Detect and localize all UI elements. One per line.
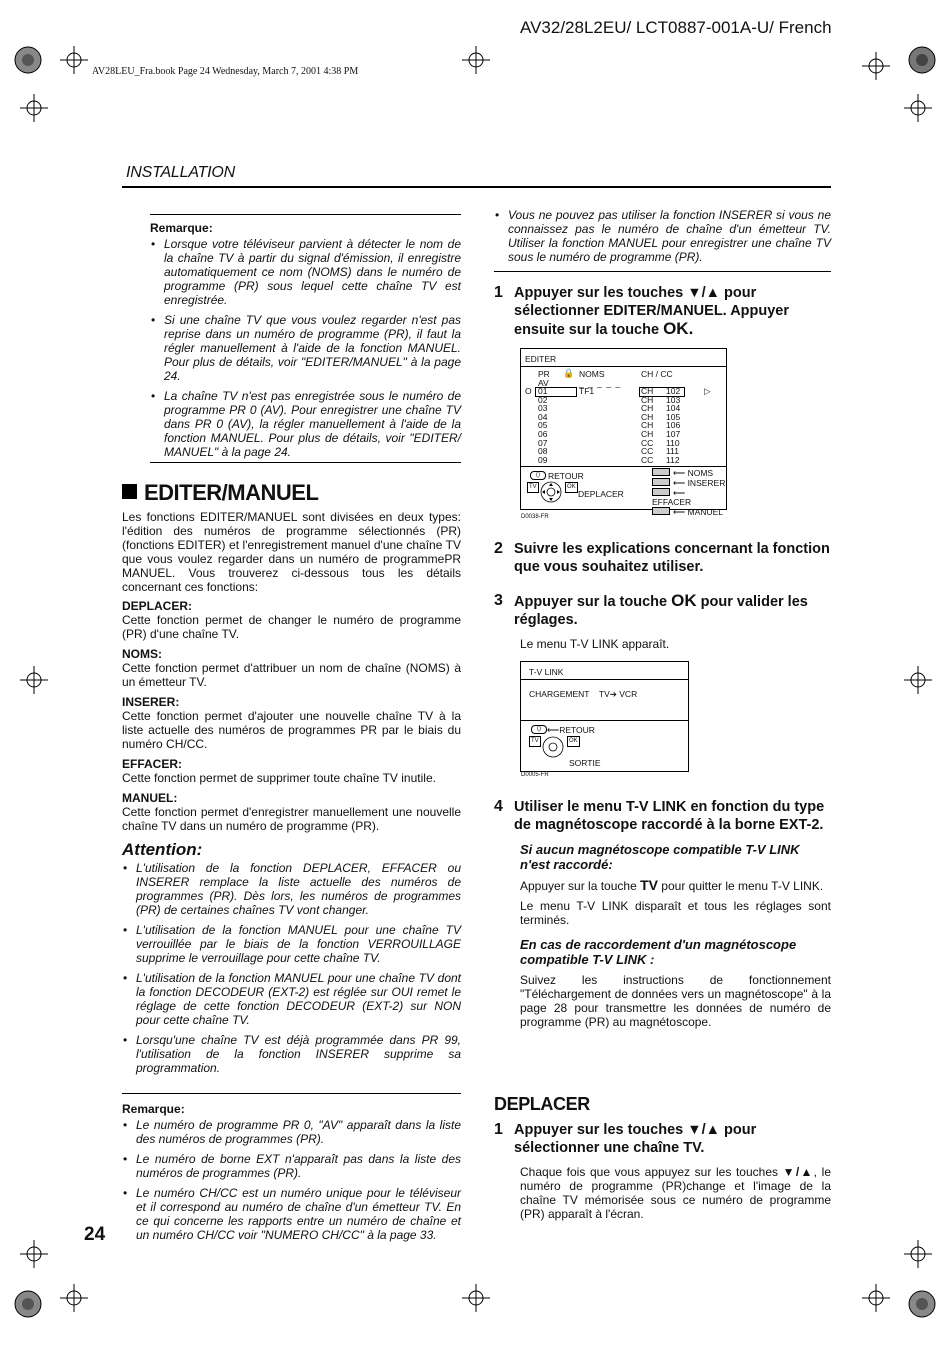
crosshair-icon [862, 1284, 890, 1312]
crosshair-icon [20, 1240, 48, 1268]
legend-swatch [652, 478, 670, 486]
attention-item: • L'utilisation de la fonction DEPLACER, EFFACER ou INSERER remplace la liste actuelle des numéros de programmes (PR). Dès lors, les numéros de programmes (PR) de certaines chaînes TV vont changer. [122, 861, 461, 917]
square-bullet-icon [122, 484, 137, 499]
arrow-keys-icon: ▼/▲ [687, 1122, 720, 1138]
menu-title: EDITER [525, 354, 557, 364]
tv-key-icon: TV [640, 877, 658, 893]
crosshair-icon [60, 46, 88, 74]
remark-item: • Si une chaîne TV que vous voulez regarder n'est pas reprise dans un numéro de programme (PR), il faut la régler manuellement à l'aide de la fonction MANUEL. Pour plus de détails, voir "EDITER/MANUEL" à la page 24. [150, 313, 461, 383]
subsection-heading: DEPLACER [494, 1094, 590, 1114]
subheading: Si aucun magnétoscope compatible T-V LINK n'est raccordé: [520, 842, 800, 872]
dpad-icon [539, 479, 563, 505]
term-desc: Cette fonction permet d'attribuer un nom de chaîne (NOMS) à un émetteur TV. [122, 661, 461, 689]
deplacer-section: DEPLACER 1 Appuyer sur les touches ▼/▲ pour sélectionner une chaîne TV. Chaque fois que vous appuyez sur les touches ▼/▲, le numéro de programme (PR)change et l'image de la chaîne TV mémorisée sous ce numéro de programme (PR) apparaît à l'écran. [494, 1094, 831, 1221]
legend-swatch [652, 507, 670, 515]
registration-disc-icon [908, 1290, 936, 1318]
right-top-note [494, 208, 831, 270]
attention-item: • Lorsqu'une chaîne TV est déjà programmée dans PR 99, l'utilisation de la fonction INSERER supprime sa programmation. [122, 1033, 461, 1075]
term-effacer: EFFACER: [122, 757, 182, 771]
step-1: 1 Appuyer sur les touches ▼/▲ pour sélectionner EDITER/MANUEL. Appuyer ensuite sur la touche OK. [494, 284, 790, 338]
attention-item: • L'utilisation de la fonction MANUEL pour une chaîne TV verrouillée par le biais de la fonction VERROUILLAGE supprime le verrouillage pour cette chaîne TV. [122, 923, 461, 965]
crosshair-icon [904, 666, 932, 694]
section-title: INSTALLATION [126, 164, 236, 181]
editer-menu-screen: EDITER PR 🔒 NOMS CH / CC AV _ _ _ _ _ O ▷ 01 TF1 CH 102 02 CH 103 03 CH 104 04 CH 105 05 CH 106 06 CH 107 07 CC 110 08 CC 111 09 CC 112 () RETOUR TV OK DEPLACER ⟵ NOMS ⟵ INSERER ⟵ EFFACER ⟵ MANUEL [520, 348, 727, 510]
arrow-keys-icon: ▼/▲ [687, 285, 720, 301]
remark-top-rule [150, 214, 461, 215]
registration-disc-icon [14, 46, 42, 74]
remark-item: • Le numéro de borne EXT n'apparaît pas dans la liste des numéros de programmes (PR). [122, 1152, 461, 1180]
remark-list [122, 1118, 461, 1242]
remark-title: Remarque: [150, 221, 213, 235]
intro-paragraph: Les fonctions EDITER/MANUEL sont divisées en deux types: l'édition des numéros de programme sélectionnés (PR) (fonctions EDITER) et l'enregistrement manuel d'une chaîne TV que vous voulez regarder dans un numéro de programmePR MANUEL. Vous trouverez ci-dessous tous les détails concernant ces fonctions: [122, 510, 461, 594]
attention-list [122, 861, 461, 1075]
crosshair-icon [904, 94, 932, 122]
step3-note: Le menu T-V LINK apparaît. [520, 637, 670, 651]
step-2: 2 Suivre les explications concernant la fonction que vous souhaitez utiliser. [494, 540, 830, 575]
remark-list [150, 237, 461, 459]
attention-title: Attention: [122, 840, 203, 859]
remark-bottom-rule [150, 462, 461, 463]
term-desc: Cette fonction permet d'enregistrer manuellement une nouvelle chaîne TV dans un numéro de programme (PR). [122, 805, 461, 833]
term-noms: NOMS: [122, 647, 162, 661]
tvlink-menu-screen: T-V LINK CHARGEMENT TV➔ VCR () ⟵RETOUR TV OK SORTIE [520, 661, 689, 772]
registration-disc-icon [14, 1290, 42, 1318]
note-rule [494, 271, 831, 272]
remark-item: • Le numéro CH/CC est un numéro unique pour le téléviseur et il correspond au numéro de chaîne d'un émetteur TV. En ce qui concerne les rapports entre un numéro de chaîne et un numéro CH/CC voir "NUMERO CH/CC" à la page 33. [122, 1186, 461, 1242]
note-item: • Vous ne pouvez pas utiliser la fonction INSERER si vous ne connaissez pas le numéro de chaîne d'un émetteur TV. Utiliser la fonction MANUEL pour enregistrer une chaîne TV sous le numéro de programme (PR). [494, 208, 831, 264]
remark-item: • La chaîne TV n'est pas enregistrée sous le numéro de programme PR 0 (AV). Pour enregistrer une chaîne TV dans PR 0 (AV), la régler manuellement à l'aide de la fonction MANUEL. Pour plus de détails, voir "EDITER/ MANUEL" à la page 24. [150, 389, 461, 459]
term-manuel: MANUEL: [122, 791, 178, 805]
figure-code: D0005-FR [521, 772, 549, 778]
ok-key-icon: OK [671, 591, 697, 610]
step-4: 4 Utiliser le menu T-V LINK en fonction du type de magnétoscope raccordé à la borne EXT-2. Si aucun magnétoscope compatible T-V LINK n'est raccordé: Appuyer sur la touche TV pour quitter le menu T-V LINK. Le menu T-V LINK disparaît et tous les réglages sont terminés. En cas de raccordement d'un magnétoscope compatible T-V LINK : Suivez les instructions de fonctionnement "Téléchargement de données vers un magnétoscope" à la page 28 pour transmettre les données de numéro de programme (PR) au magnétoscope. [494, 798, 831, 1029]
remark-item: • Le numéro de programme PR 0, "AV" apparaît dans la liste des numéros de programmes (PR). [122, 1118, 461, 1146]
legend-swatch [652, 468, 670, 476]
attention-item: • L'utilisation de la fonction MANUEL pour une chaîne TV dont la fonction DECODEUR (EXT-2) est réglée sur OUI remet le réglage de cette fonction DECODEUR (EXT-2) sur NON pour cette chaîne TV. [122, 971, 461, 1027]
right-arrow-icon: ▷ [704, 386, 711, 396]
subheading: En cas de raccordement d'un magnétoscope compatible T-V LINK : [520, 937, 797, 967]
arrow-keys-icon: ▼/▲ [782, 1165, 814, 1179]
remark-title: Remarque: [122, 1102, 185, 1116]
page-number: 24 [84, 1224, 106, 1245]
crosshair-icon [60, 1284, 88, 1312]
lock-circle-icon: O [525, 386, 532, 396]
left-column [122, 221, 461, 465]
registration-disc-icon [908, 46, 936, 74]
crosshair-icon [20, 94, 48, 122]
remark2-top-rule [122, 1093, 461, 1094]
remark-item: • Lorsque votre téléviseur parvient à détecter le nom de la chaîne TV à partir du signal d'émission, il enregistre automatiquement ce nom (NOMS) dans le numéro de programme (PR) sous lequel cette chaîne TV est enregistrée. [150, 237, 461, 307]
header-rule [122, 186, 831, 188]
editer-manuel-section [122, 480, 461, 1081]
ok-key-icon: OK. [663, 319, 694, 338]
crosshair-icon [462, 46, 490, 74]
crosshair-icon [462, 1284, 490, 1312]
crosshair-icon [20, 666, 48, 694]
legend-swatch [652, 488, 670, 496]
term-desc: Cette fonction permet d'ajouter une nouvelle chaîne TV à la liste actuelle des numéros de programmes PR par le biais du numéro CH/CC. [122, 709, 461, 751]
term-desc: Cette fonction permet de changer le numéro de programme (PR) d'une chaîne TV. [122, 613, 461, 641]
lock-icon: 🔒 [563, 368, 575, 378]
remark2-block [122, 1102, 461, 1248]
section-heading: EDITER/MANUEL [122, 484, 461, 500]
dpad-icon [541, 734, 565, 760]
menu-title: T-V LINK [529, 667, 564, 677]
figure-code: D0038-FR [521, 514, 549, 520]
document-id: AV32/28L2EU/ LCT0887-001A-U/ French [520, 18, 832, 37]
term-inserer: INSERER: [122, 695, 180, 709]
step-3: 3 Appuyer sur la touche OK pour valider les réglages. Le menu T-V LINK apparaît. [494, 592, 831, 651]
crosshair-icon [904, 1240, 932, 1268]
term-deplacer: DEPLACER: [122, 599, 193, 613]
crosshair-icon [862, 52, 890, 80]
book-info-line: AV28LEU_Fra.book Page 24 Wednesday, March 7, 2001 4:38 PM [92, 66, 359, 77]
term-desc: Cette fonction permet de supprimer toute chaîne TV inutile. [122, 771, 436, 785]
